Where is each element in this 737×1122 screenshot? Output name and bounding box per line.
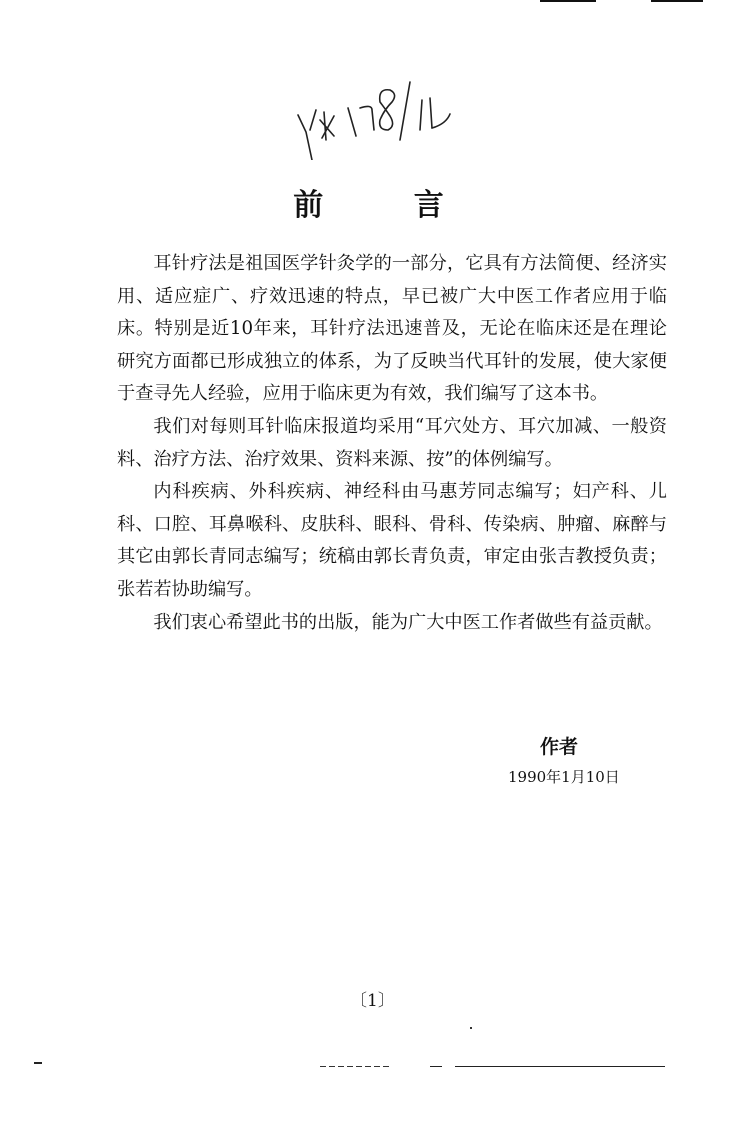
- paragraph: 我们衷心希望此书的出版，能为广大中医工作者做些有益贡献。: [153, 611, 663, 633]
- scan-speck: [470, 1027, 472, 1029]
- top-scan-rule-left: [540, 0, 596, 2]
- paragraph: 内科疾病、外科疾病、神经科由马惠芳同志编写；妇产科、儿科、口腔、耳鼻喉科、皮肤科、眼科、骨科、传染病、肿瘤、麻醉与其它由郭长青同志编写；统稿由郭长青负责，审定由张吉教授负责；张若若协助编写。: [117, 481, 667, 600]
- author-signature: 作者: [540, 736, 579, 758]
- page-number: 〔1〕: [350, 991, 395, 1011]
- preface-body: [117, 248, 667, 639]
- scan-mark-dashes: [320, 1066, 390, 1067]
- top-scan-rule-right: [651, 0, 703, 2]
- scan-mark-short: [430, 1066, 442, 1067]
- handwritten-catalog-note: [290, 70, 480, 160]
- paragraph: 我们对每则耳针临床报道均采用“耳穴处方、耳穴加减、一般资料、治疗方法、治疗效果、资料来源、按”的体例编写。: [117, 415, 667, 470]
- preface-date: 1990年1月10日: [508, 768, 620, 786]
- scan-mark-long: [455, 1066, 665, 1067]
- scan-mark-left: [34, 1062, 42, 1064]
- page-title: 前 言: [293, 188, 484, 223]
- paragraph: 耳针疗法是祖国医学针灸学的一部分，它具有方法简便、经济实用、适应症广、疗效迅速的特点，早已被广大中医工作者应用于临床。特别是近10年来，耳针疗法迅速普及，无论在临床还是在理论研究方面都已形成独立的体系，为了反映当代耳针的发展，使大家便于查寻先人经验，应用于临床更为有效，我们编写了这本书。: [117, 253, 667, 405]
